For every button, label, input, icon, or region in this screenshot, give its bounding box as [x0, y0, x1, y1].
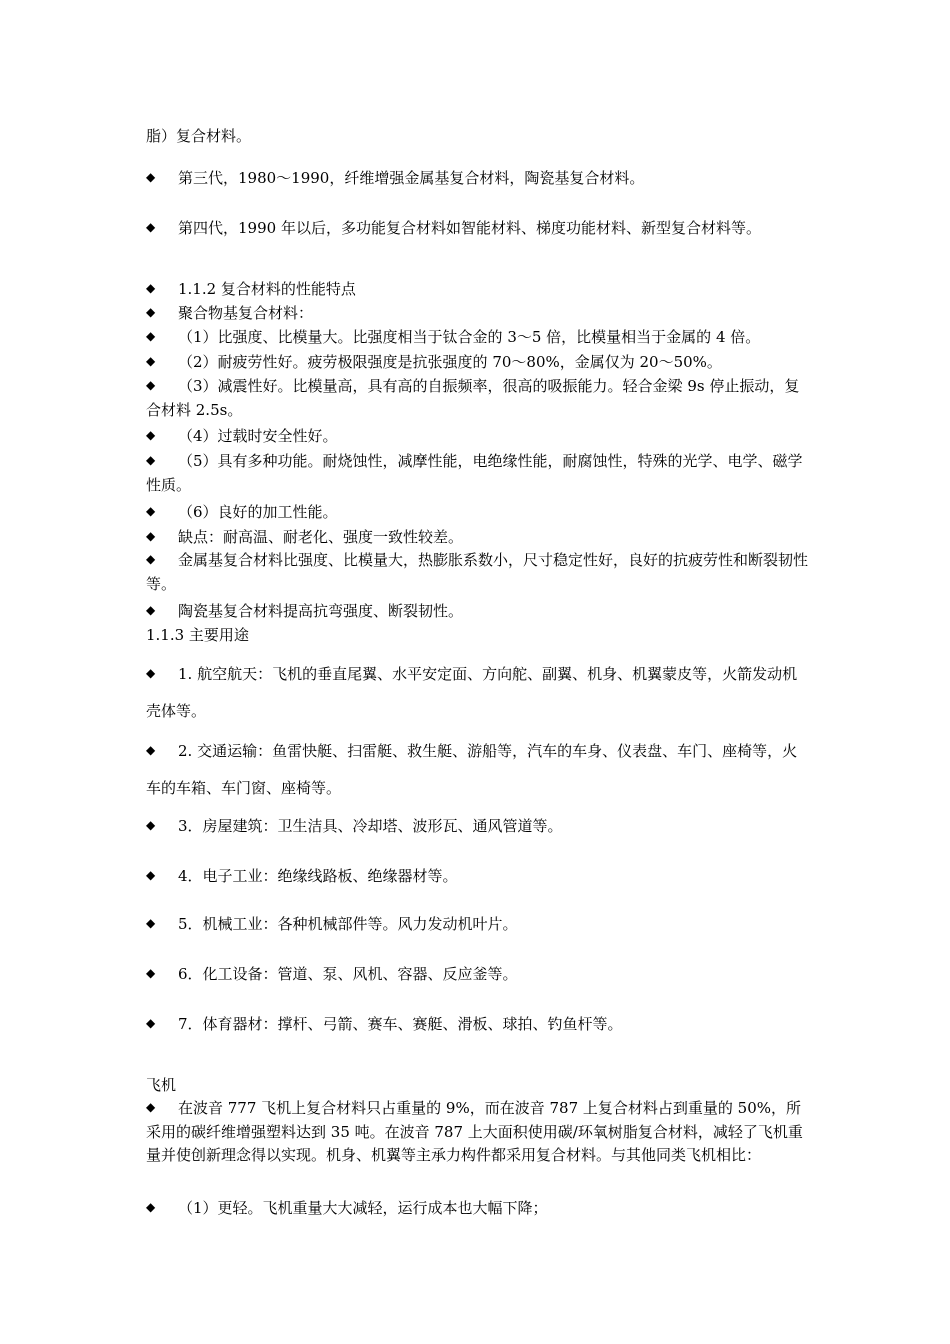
bullet-item [146, 912, 808, 937]
diamond-bullet-icon: ◆ [146, 354, 156, 368]
diamond-bullet-icon: ◆ [146, 868, 156, 882]
bullet-text: 第四代，1990 年以后，多功能复合材料如智能材料、梯度功能材料、新型复合材料等。 [178, 219, 761, 237]
bullet-text: 第三代，1980～1990，纤维增强金属基复合材料，陶瓷基复合材料。 [178, 169, 645, 187]
diamond-bullet-icon: ◆ [146, 504, 156, 518]
diamond-bullet-icon: ◆ [146, 552, 156, 566]
diamond-bullet-icon: ◆ [146, 305, 156, 319]
bullet-text: （5）具有多种功能。耐烧蚀性，减摩性能，电绝缘性能，耐腐蚀性，特殊的光学、电学、磁学性质。 [146, 452, 803, 494]
bullet-item [146, 525, 808, 550]
bullet-item [146, 450, 808, 497]
diamond-bullet-icon: ◆ [146, 1200, 156, 1214]
bullet-text: 缺点：耐高温、耐老化、强度一致性较差。 [178, 528, 464, 546]
bullet-item [146, 500, 808, 525]
bullet-text: 7．体育器材：撑杆、弓箭、赛车、赛艇、滑板、球拍、钓鱼杆等。 [178, 1015, 623, 1033]
bullet-item [146, 1012, 808, 1037]
paragraph-text: 脂）复合材料。 [146, 127, 252, 145]
bullet-item [146, 656, 808, 729]
diamond-bullet-icon: ◆ [146, 428, 156, 442]
bullet-item [146, 599, 808, 624]
diamond-bullet-icon: ◆ [146, 453, 156, 467]
bullet-text: 1. 航空航天：飞机的垂直尾翼、水平安定面、方向舵、副翼、机身、机翼蒙皮等，火箭发动机壳体等。 [146, 665, 798, 720]
bullet-item [146, 166, 808, 191]
diamond-bullet-icon: ◆ [146, 329, 156, 343]
diamond-bullet-icon: ◆ [146, 529, 156, 543]
diamond-bullet-icon: ◆ [146, 966, 156, 980]
bullet-text: （4）过载时安全性好。 [178, 427, 338, 445]
bullet-text: （6）良好的加工性能。 [178, 503, 338, 521]
bullet-item [146, 1196, 808, 1221]
bullet-text: 1.1.2 复合材料的性能特点 [178, 280, 356, 298]
diamond-bullet-icon: ◆ [146, 1016, 156, 1030]
diamond-bullet-icon: ◆ [146, 170, 156, 184]
diamond-bullet-icon: ◆ [146, 916, 156, 930]
bullet-item [146, 424, 808, 449]
diamond-bullet-icon: ◆ [146, 220, 156, 234]
bullet-text: 金属基复合材料比强度、比模量大，热膨胀系数小，尺寸稳定性好，良好的抗疲劳性和断裂韧性等。 [146, 551, 809, 593]
bullet-item [146, 549, 808, 596]
bullet-text: 陶瓷基复合材料提高抗弯强度、断裂韧性。 [178, 602, 464, 620]
bullet-text: （2）耐疲劳性好。疲劳极限强度是抗张强度的 70～80%，金属仅为 20～50%。 [178, 353, 722, 371]
diamond-bullet-icon: ◆ [146, 281, 156, 295]
bullet-item [146, 962, 808, 987]
paragraph-line [146, 124, 808, 148]
bullet-item [146, 814, 808, 839]
diamond-bullet-icon: ◆ [146, 603, 156, 617]
bullet-item [146, 350, 808, 375]
diamond-bullet-icon: ◆ [146, 378, 156, 392]
bullet-item [146, 1097, 808, 1167]
bullet-item [146, 375, 808, 422]
bullet-text: （1）更轻。飞机重量大大减轻，运行成本也大幅下降； [178, 1199, 548, 1217]
paragraph-text: 1.1.3 主要用途 [146, 626, 249, 644]
bullet-text: 2. 交通运输：鱼雷快艇、扫雷艇、救生艇、游船等，汽车的车身、仪表盘、车门、座椅等，火车的车箱、车门窗、座椅等。 [146, 742, 798, 797]
section-heading [146, 277, 808, 302]
bullet-text: 在波音 777 飞机上复合材料只占重量的 9%，而在波音 787 上复合材料占到重量的 50%，所采用的碳纤维增强塑料达到 35 吨。在波音 787 上大面积使用碳/环氧树脂复合材料，减轻了飞机重量并使创新理念得以实现。机身、机翼等主承力构件都采用复合材料。与其他同类飞机相比： [146, 1099, 803, 1164]
bullet-text: （1）比强度、比模量大。比强度相当于钛合金的 3～5 倍，比模量相当于金属的 4 倍。 [178, 328, 761, 346]
section-heading [146, 1073, 808, 1097]
diamond-bullet-icon: ◆ [146, 666, 156, 680]
bullet-item [146, 216, 808, 241]
bullet-item [146, 301, 808, 326]
bullet-item [146, 325, 808, 350]
bullet-text: （3）减震性好。比模量高，具有高的自振频率，很高的吸振能力。轻合金梁 9s 停止振动，复合材料 2.5s。 [146, 377, 800, 419]
diamond-bullet-icon: ◆ [146, 743, 156, 757]
bullet-text: 5．机械工业：各种机械部件等。风力发动机叶片。 [178, 915, 518, 933]
bullet-text: 6．化工设备：管道、泵、风机、容器、反应釜等。 [178, 965, 518, 983]
diamond-bullet-icon: ◆ [146, 1100, 156, 1114]
bullet-text: 3．房屋建筑：卫生洁具、冷却塔、波形瓦、通风管道等。 [178, 817, 563, 835]
section-heading [146, 623, 808, 647]
bullet-item [146, 733, 808, 806]
paragraph-text: 飞机 [146, 1076, 177, 1094]
bullet-text: 聚合物基复合材料： [178, 304, 314, 322]
diamond-bullet-icon: ◆ [146, 818, 156, 832]
bullet-item [146, 864, 808, 889]
bullet-text: 4．电子工业：绝缘线路板、绝缘器材等。 [178, 867, 458, 885]
